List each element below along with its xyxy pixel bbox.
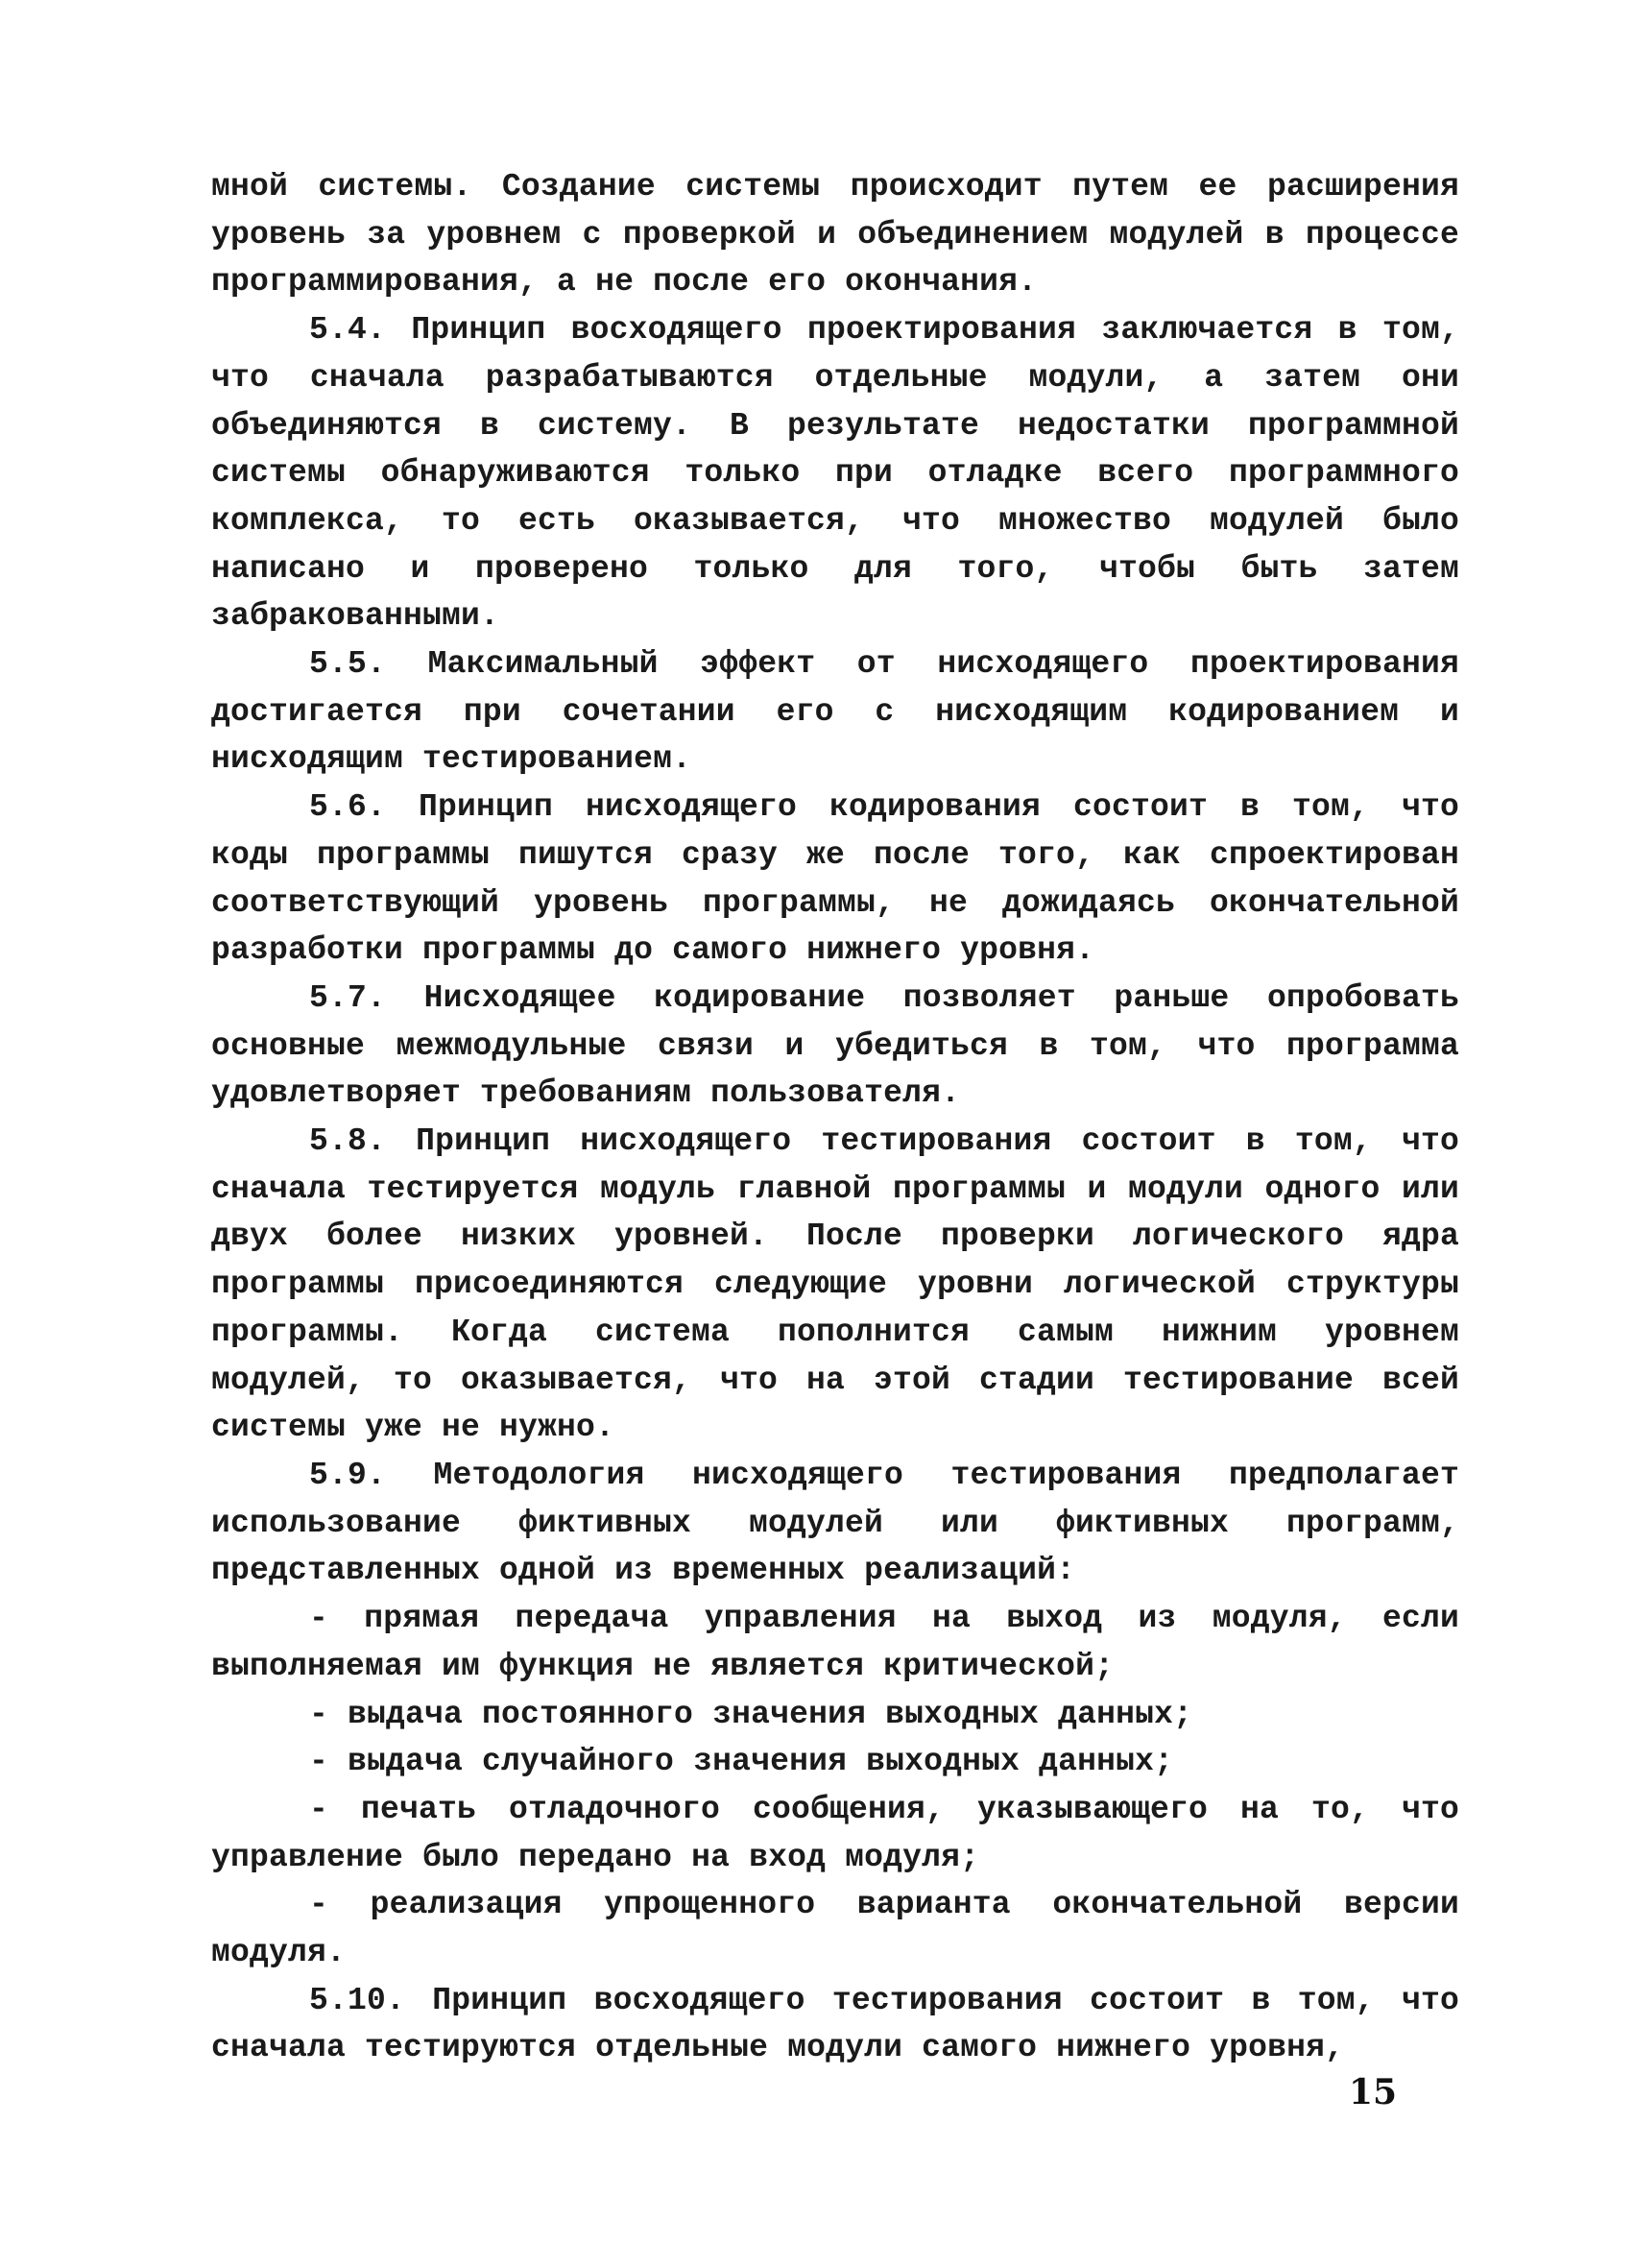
list-item-debug-message: - печать отладочного сообщения, указывающего на то, что управление было передано на вход модуля; bbox=[211, 1791, 1459, 1875]
paragraph-5-7: 5.7. Нисходящее кодирование позволяет раньше опробовать основные межмодульные связи и убедиться в том, что программа удовлетворяет требованиям пользователя. bbox=[211, 979, 1459, 1112]
body-text bbox=[211, 163, 1459, 2072]
paragraph-5-9: 5.9. Методология нисходящего тестирования предполагает использование фиктивных модулей или фиктивных программ, представленных одной из временных реализаций: bbox=[211, 1457, 1459, 1589]
page-number: 15 bbox=[1349, 2072, 1398, 2112]
paragraph-5-6: 5.6. Принцип нисходящего кодирования состоит в том, что коды программы пишутся сразу же после того, как спроектирован соответствующий уровень программы, не дожидаясь окончательной разработки программы до самого нижнего уровня. bbox=[211, 789, 1459, 969]
paragraph-5-8: 5.8. Принцип нисходящего тестирования состоит в том, что сначала тестируется модуль главной программы и модули одного или двух более низких уровней. После проверки логического ядра программы присоединяются следующие уровни логической структуры программы. Когда система пополнится самым нижним уровнем модулей, то оказывается, что на этой стадии тестирование всей системы уже не нужно. bbox=[211, 1123, 1459, 1446]
list-item-constant-output: - выдача постоянного значения выходных данных; bbox=[309, 1696, 1193, 1732]
paragraph-continuation: мной системы. Создание системы происходит путем ее расширения уровень за уровнем с проверкой и объединением модулей в процессе программирования, а не после его окончания. bbox=[211, 169, 1459, 301]
list-item-random-output: - выдача случайного значения выходных данных; bbox=[309, 1744, 1174, 1780]
paragraph-5-10: 5.10. Принцип восходящего тестирования состоит в том, что сначала тестируются отдельные модули самого нижнего уровня, bbox=[211, 1982, 1459, 2066]
list-item-direct-transfer: - прямая передача управления на выход из модуля, если выполняемая им функция не является критической; bbox=[211, 1601, 1459, 1684]
paragraph-5-5: 5.5. Максимальный эффект от нисходящего проектирования достигается при сочетании его с нисходящим кодированием и нисходящим тестированием. bbox=[211, 646, 1459, 778]
paragraph-5-4: 5.4. Принцип восходящего проектирования заключается в том, что сначала разрабатываются отдельные модули, а затем они объединяются в систему. В результате недостатки программной системы обнаруживаются только при отладке всего программного комплекса, то есть оказывается, что множество модулей было написано и проверено только для того, чтобы быть затем забракованными. bbox=[211, 312, 1459, 635]
list-item-simplified-version: - реализация упрощенного варианта окончательной версии модуля. bbox=[211, 1887, 1459, 1971]
